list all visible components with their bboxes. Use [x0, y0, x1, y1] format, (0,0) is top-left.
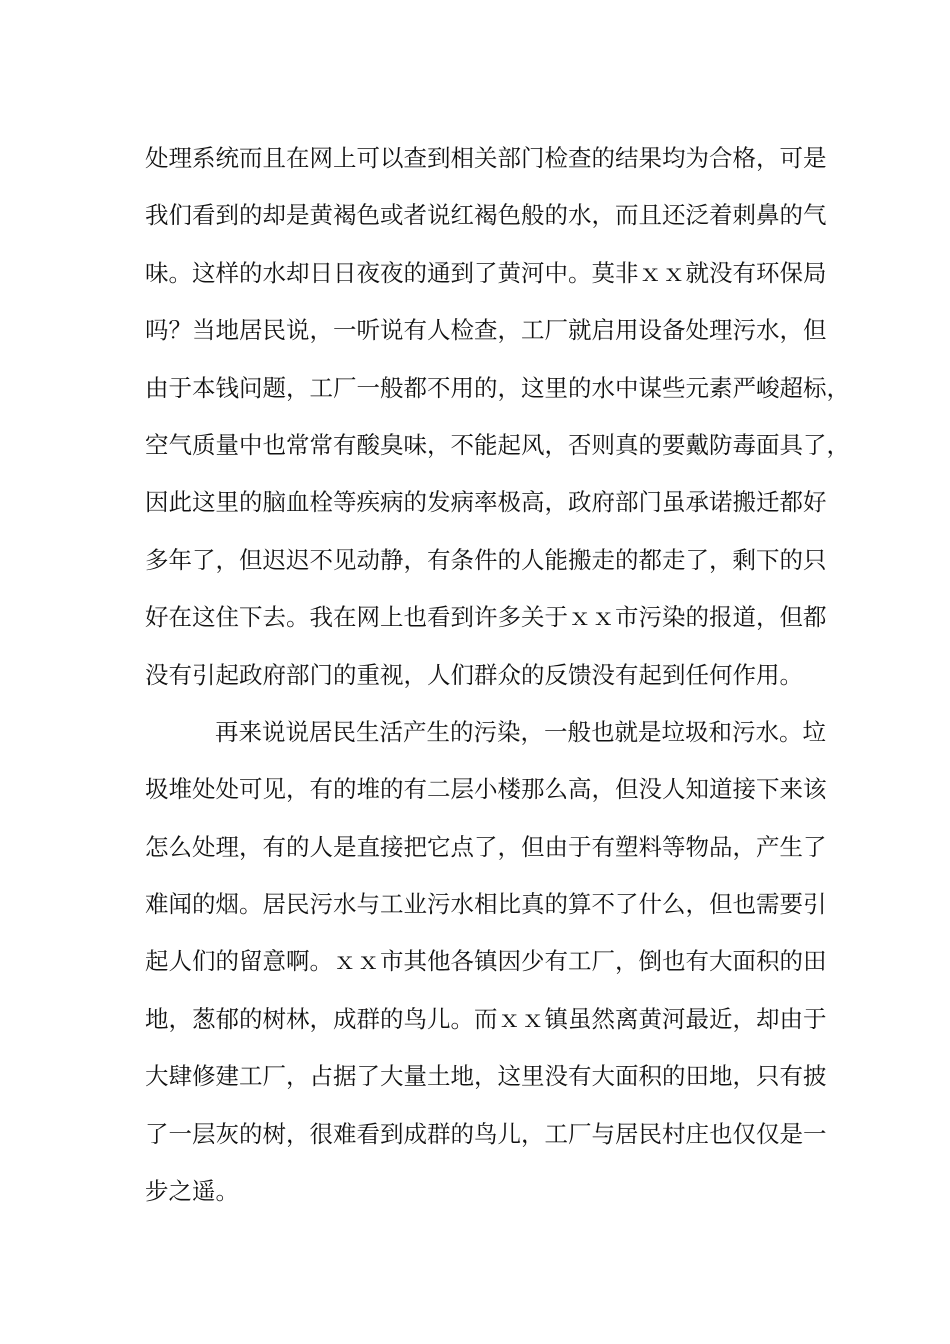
- text-line: 空气质量中也常常有酸臭味，不能起风，否则真的要戴防毒面具了，: [145, 430, 850, 459]
- text-line: 因此这里的脑血栓等疾病的发病率极高，政府部门虽承诺搬迁都好: [145, 488, 827, 517]
- text-line: 味。这样的水却日日夜夜的通到了黄河中。莫非ｘｘ就没有环保局: [145, 258, 827, 287]
- text-line: 起人们的留意啊。ｘｘ市其他各镇因少有工厂，倒也有大面积的田: [145, 947, 827, 976]
- text-line: 由于本钱问题，工厂一般都不用的，这里的水中谋些元素严峻超标，: [145, 373, 850, 402]
- text-line: 地，葱郁的树林，成群的鸟儿。而ｘｘ镇虽然离黄河最近，却由于: [145, 1004, 827, 1033]
- text-line: 没有引起政府部门的重视，人们群众的反馈没有起到任何作用。: [145, 660, 803, 689]
- text-line: 好在这住下去。我在网上也看到许多关于ｘｘ市污染的报道，但都: [145, 603, 827, 632]
- text-line: 步之遥。: [145, 1177, 239, 1206]
- text-line: 吗？当地居民说，一听说有人检查，工厂就启用设备处理污水，但: [145, 316, 827, 345]
- paragraph-2: [145, 704, 825, 1221]
- text-line: 大肆修建工厂，占据了大量土地，这里没有大面积的田地，只有披: [145, 1062, 827, 1091]
- text-line: 怎么处理，有的人是直接把它点了，但由于有塑料等物品，产生了: [145, 832, 827, 861]
- paragraph-1: [145, 130, 850, 704]
- text-line: 我们看到的却是黄褐色或者说红褐色般的水，而且还泛着刺鼻的气: [145, 201, 827, 230]
- text-line: 了一层灰的树，很难看到成群的鸟儿，工厂与居民村庄也仅仅是一: [145, 1119, 827, 1148]
- text-line: 圾堆处处可见，有的堆的有二层小楼那么高，但没人知道接下来该: [145, 775, 827, 804]
- text-line-indented: 再来说说居民生活产生的污染，一般也就是垃圾和污水。垃: [215, 717, 826, 746]
- text-line: 难闻的烟。居民污水与工业污水相比真的算不了什么，但也需要引: [145, 890, 827, 919]
- body-text: [145, 130, 850, 1220]
- text-line: 处理系统而且在网上可以查到相关部门检查的结果均为合格，可是: [145, 144, 827, 172]
- text-line: 多年了，但迟迟不见动静，有条件的人能搬走的都走了，剩下的只: [145, 545, 827, 574]
